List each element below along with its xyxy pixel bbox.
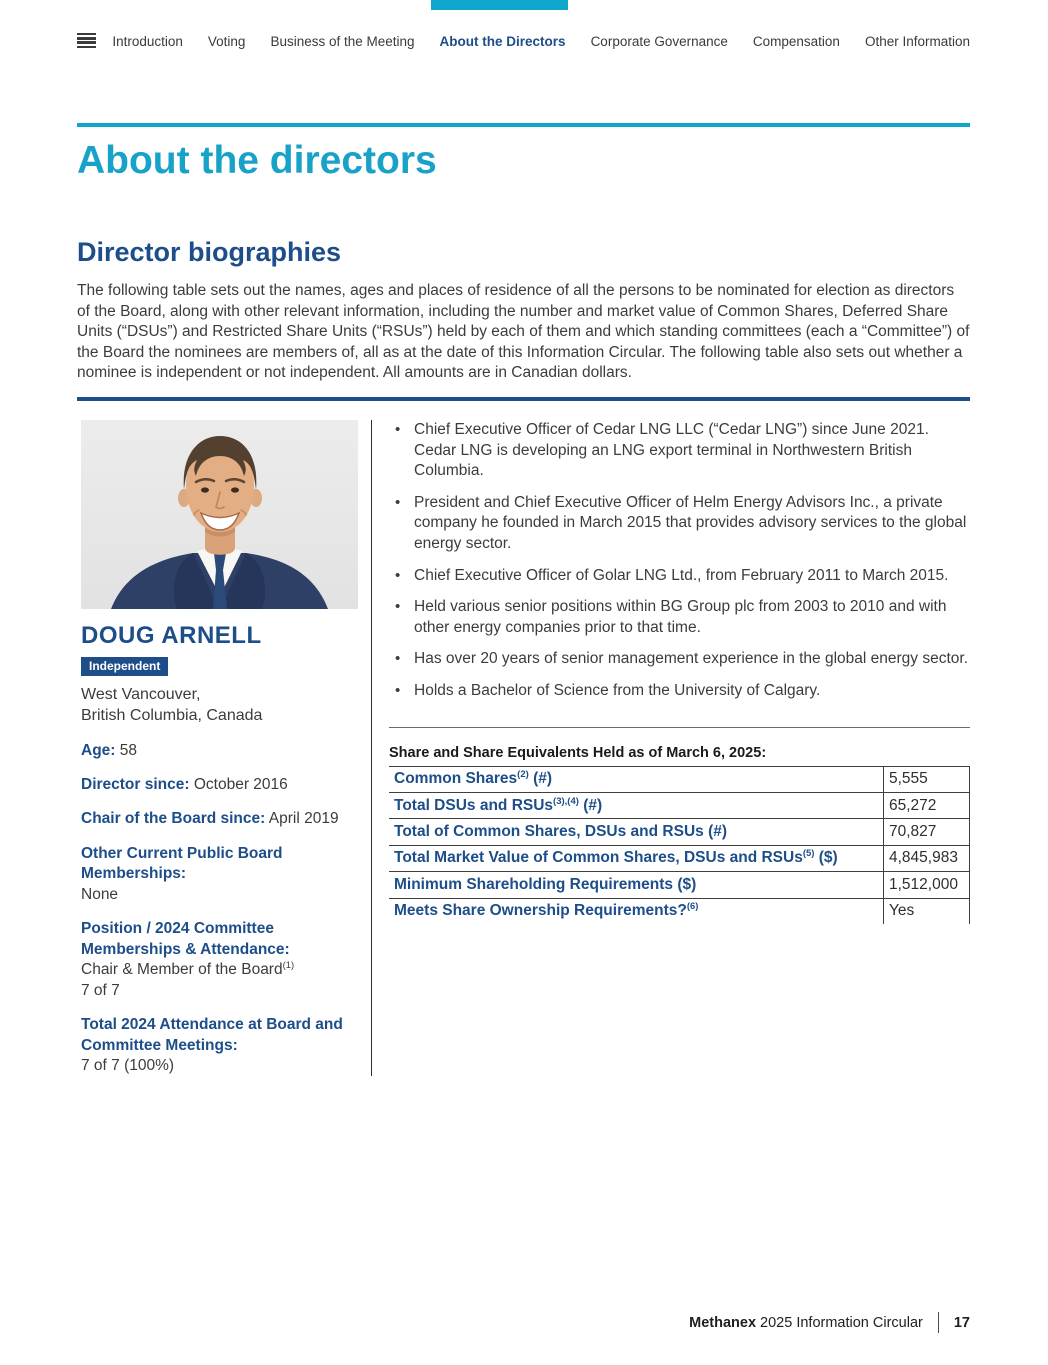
row-label: Total Market Value of Common Shares, DSUs and RSUs$^{(5)}$ ($) (389, 845, 884, 871)
director-biography-block (77, 420, 970, 1076)
top-navigation (77, 0, 970, 56)
section-title: Director biographies (77, 236, 342, 267)
nav-item[interactable]: Business of the Meeting (270, 34, 415, 49)
intro-paragraph: The following table sets out the names, ages and places of residence of all the persons to be nominated for election as directors of the Board, along with other relevant information, including the number and market value of Common Shares, Deferred Share Units (“DSUs”) and Restricted Share Units (“RSUs”) held by each of them and which standing committees (each a “Committee”) of the Board the nominees are members of, all as at the date of this Information Circular. The following table also sets out whether a nominee is independent or not independent. All amounts are in Canadian dollars. (77, 281, 970, 382)
row-value: 70,827 (884, 819, 970, 845)
nav-item[interactable]: Compensation (752, 34, 840, 49)
footnote-marker: (5) (802, 848, 815, 860)
row-label: Total DSUs and RSUs$^{(3),(4)}$ (#) (389, 793, 884, 819)
nav-item[interactable]: Voting (207, 34, 246, 49)
row-label: Minimum Shareholding Requirements ($) (389, 872, 884, 898)
nav-item[interactable]: Corporate Governance (590, 34, 728, 49)
director-name: DOUG ARNELL (81, 621, 262, 649)
table-row (389, 793, 970, 819)
bio-bullet: • Chief Executive Officer of Golar LNG Ltd., from February 2011 to March 2015. (389, 566, 970, 587)
page-content (77, 123, 970, 1076)
footnote-marker: (6) (686, 900, 699, 912)
footer-divider (938, 1312, 939, 1333)
age-field: Age: 58 (81, 741, 138, 759)
bio-bullet: • Holds a Bachelor of Science from the University of Calgary. (389, 681, 970, 702)
table-row (389, 845, 970, 871)
row-value: 65,272 (884, 793, 970, 819)
table-top-rule (389, 727, 970, 728)
row-label: Total of Common Shares, DSUs and RSUs (#) (389, 819, 884, 845)
bio-bullet: • President and Chief Executive Officer of Helm Energy Advisors Inc., a private company he founded in March 2015 that provides advisory services to the global energy sector. (389, 493, 970, 555)
nav-item[interactable]: Introduction (112, 34, 183, 49)
bio-bullet: • Chief Executive Officer of Cedar LNG LLC (“Cedar LNG”) since June 2021. Cedar LNG is developing an LNG export terminal in Northwestern British Columbia. (389, 420, 970, 482)
footnote-marker: (2) (517, 768, 529, 780)
page-footer (689, 1312, 970, 1333)
nav-items (112, 34, 970, 49)
nav-item[interactable]: Other Information (864, 34, 970, 49)
page-number: 17 (953, 1314, 970, 1331)
nav-item[interactable]: About the Directors (439, 34, 566, 49)
table-row (389, 872, 970, 898)
footnote-marker: (3),(4) (553, 795, 579, 807)
row-label: Meets Share Ownership Requirements?$^{(6)}$ (389, 898, 884, 924)
position-attendance-field: Position / 2024 Committee Memberships & Attendance: Chair & Member of the Board$^{(1)}$ 7 of 7 (81, 920, 295, 999)
director-details-column (372, 420, 970, 1076)
table-row (389, 766, 970, 792)
director-profile-column (77, 420, 372, 1076)
chair-since-field: Chair of the Board since: April 2019 (81, 810, 339, 828)
director-residence: West Vancouver, British Columbia, Canada (81, 685, 263, 724)
footer-title: Methanex 2025 Information Circular (689, 1314, 923, 1331)
share-table-title: Share and Share Equivalents Held as of March 6, 2025: (389, 744, 767, 761)
bio-bullet: • Has over 20 years of senior management experience in the global energy sector. (389, 649, 970, 670)
table-row (389, 898, 970, 924)
bio-bullet: • Held various senior positions within BG Group plc from 2003 to 2010 and with other energy companies prior to that time. (389, 597, 970, 638)
other-memberships-field: Other Current Public Board Memberships: None (81, 844, 283, 903)
share-equivalents-table (389, 766, 970, 924)
bio-bullet-list (389, 420, 970, 702)
row-value: Yes (884, 898, 970, 924)
cyan-divider (77, 123, 970, 127)
row-value: 5,555 (884, 766, 970, 792)
menu-icon[interactable] (77, 33, 96, 48)
row-value: 4,845,983 (884, 845, 970, 871)
independence-badge: Independent (81, 657, 168, 676)
total-attendance-field: Total 2024 Attendance at Board and Committee Meetings: 7 of 7 (100%) (81, 1016, 343, 1074)
page-title: About the directors (77, 139, 437, 182)
director-photo (81, 420, 358, 609)
director-since-field: Director since: October 2016 (81, 775, 288, 793)
table-row (389, 819, 970, 845)
row-value: 1,512,000 (884, 872, 970, 898)
navy-divider (77, 397, 970, 401)
footnote-marker: (1) (282, 960, 295, 971)
row-label: Common Shares$^{(2)}$ (#) (389, 766, 884, 792)
